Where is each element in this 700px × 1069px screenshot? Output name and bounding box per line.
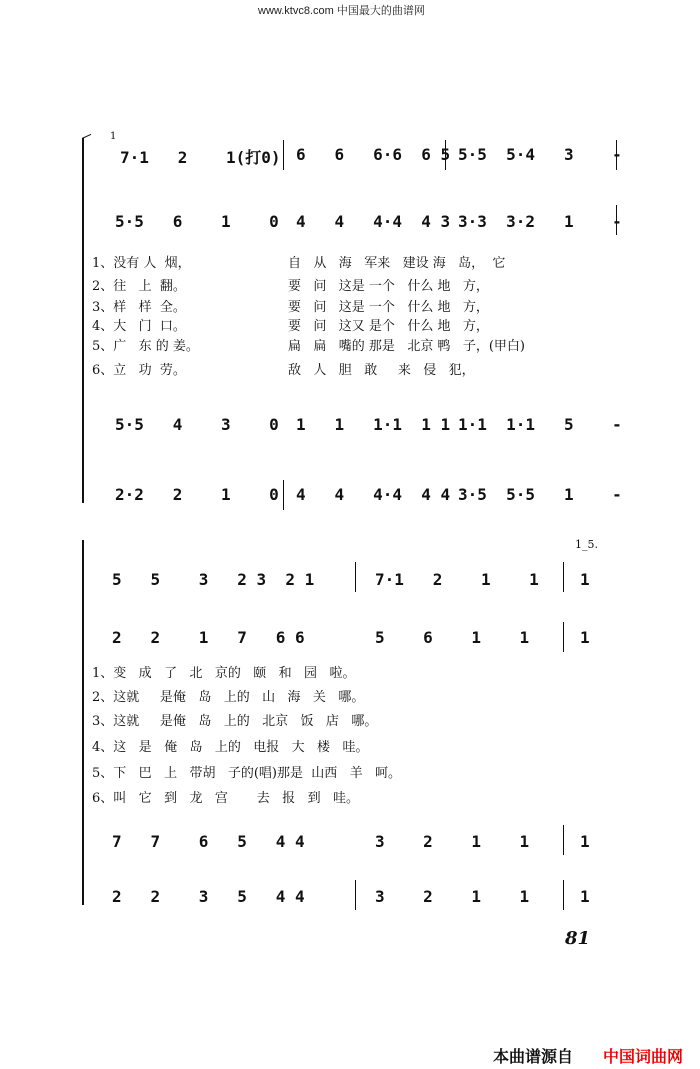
- row3-part-c: 1: [580, 832, 590, 851]
- row2-part-a: 2 2 1 7 6 6: [112, 628, 305, 647]
- lyric-line: 1、变 成 了 北 京的 颐 和 园 啦。: [92, 666, 356, 681]
- lyric-line: 6、立 功 劳。: [92, 363, 186, 378]
- lyric-line: 扁 扁 嘴的 那是 北京 鸭 子，(甲白): [288, 339, 525, 354]
- footer-site-link[interactable]: 中国词曲网: [603, 1047, 684, 1066]
- row3-part-c: 1·1 1·1 5 -: [458, 415, 622, 434]
- system-bracket: [82, 540, 84, 905]
- row1-part-b: 7·1 2 1 1: [375, 570, 539, 589]
- row3-part-b: 1 1 1·1 1 1: [296, 415, 451, 434]
- row1-part-c: 1: [580, 570, 590, 589]
- barline: [563, 880, 564, 910]
- lyric-line: 要 问 这又 是个 什么 地 方，: [288, 319, 489, 334]
- lyric-line: 4、大 门 口。: [92, 319, 186, 334]
- row2-part-b: 5 6 1 1: [375, 628, 530, 647]
- system-bracket: [82, 138, 84, 503]
- lyric-line: 5、下 巴 上 带胡 子的(唱)那是 山西 羊 呵。: [92, 766, 402, 781]
- lyric-line: 4、这 是 俺 岛 上的 电报 大 楼 哇。: [92, 740, 369, 755]
- bracket-hook: [82, 134, 91, 139]
- row2-part-a: 5·5 6 1 0: [115, 212, 279, 231]
- lyric-line: 敌 人 胆 敢 来 侵 犯，: [288, 363, 475, 378]
- row4-part-a: 2·2 2 1 0: [115, 485, 279, 504]
- row2-part-c: 1: [580, 628, 590, 647]
- row2-part-b: 4 4 4·4 4 3: [296, 212, 451, 231]
- row1-part-b: 6 6 6·6 6 5: [296, 145, 451, 164]
- row3-part-a: 5·5 4 3 0: [115, 415, 279, 434]
- lyric-line: 3、样 样 全。: [92, 300, 186, 315]
- lyric-line: 2、这就 是俺 岛 上的 山 海 关 哪。: [92, 690, 365, 705]
- row1-part-c: 5·5 5·4 3 -: [458, 145, 622, 164]
- row4-part-a: 2 2 3 5 4 4: [112, 887, 305, 906]
- lyric-line: 6、叫 它 到 龙 宫 去 报 到 哇。: [92, 791, 359, 806]
- row3-part-b: 3 2 1 1: [375, 832, 530, 851]
- site-header: www.ktvc8.com 中国最大的曲谱网: [258, 5, 425, 17]
- lyric-line: 要 问 这是 一个 什么 地 方，: [288, 300, 489, 315]
- lyric-line: 自 从 海 军来 建设 海 岛， 它: [288, 256, 506, 271]
- row4-part-c: 1: [580, 887, 590, 906]
- volta-label: 1_5.: [575, 538, 598, 551]
- row4-part-c: 3·5 5·5 1 -: [458, 485, 622, 504]
- barline: [563, 622, 564, 652]
- lyric-line: 5、广 东 的 姜。: [92, 339, 199, 354]
- barline: [563, 825, 564, 855]
- barline: [563, 562, 564, 592]
- row4-part-b: 3 2 1 1: [375, 887, 530, 906]
- barline: [355, 562, 356, 592]
- row3-part-a: 7 7 6 5 4 4: [112, 832, 305, 851]
- barline: [283, 140, 284, 170]
- row2-part-c: 3·3 3·2 1 -: [458, 212, 622, 231]
- row1-part-a: 5 5 3 2 3 2 1: [112, 570, 315, 589]
- lyric-line: 要 问 这是 一个 什么 地 方，: [288, 279, 489, 294]
- row4-part-b: 4 4 4·4 4 4: [296, 485, 451, 504]
- lyric-line: 3、这就 是俺 岛 上的 北京 饭 店 哪。: [92, 714, 378, 729]
- lyric-line: 2、往 上 翻。: [92, 279, 186, 294]
- time-sig: 1: [110, 131, 117, 142]
- row1-part-a: 7·1 2 1(打0): [120, 148, 281, 167]
- barline: [355, 880, 356, 910]
- page-number: 81: [565, 928, 591, 949]
- barline: [283, 480, 284, 510]
- footer-source-label: 本曲谱源自: [493, 1047, 574, 1066]
- lyric-line: 1、没有 人 烟，: [92, 256, 191, 271]
